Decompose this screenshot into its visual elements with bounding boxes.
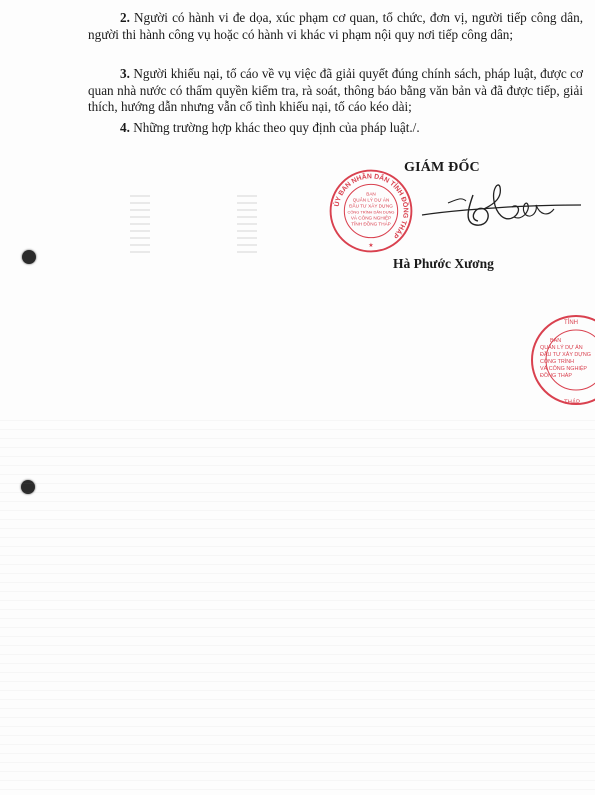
svg-text:BAN: BAN — [550, 338, 562, 344]
svg-text:VÀ CÔNG NGHIỆP: VÀ CÔNG NGHIỆP — [350, 215, 392, 221]
signer-name: Hà Phước Xương — [393, 256, 494, 271]
item-number: 3. — [120, 66, 130, 81]
list-item-3 — [88, 66, 583, 116]
svg-text:VÀ CÔNG NGHIỆP: VÀ CÔNG NGHIỆP — [540, 366, 588, 372]
item-text: Người khiếu nại, tố cáo về vụ việc đã giải quyết đúng chính sách, pháp luật, được cơ quan nhà nước có thẩm quyền kiểm tra, rà soát, thông báo bằng văn bản và đã được tiếp, giải thích, hướng dẫn nhưng vẫn cố tình khiếu nại, tố cáo kéo dài; — [88, 66, 583, 115]
handwritten-signature — [418, 175, 583, 245]
item-number: 4. — [120, 120, 130, 135]
svg-text:CÔNG TRÌNH: CÔNG TRÌNH — [540, 359, 575, 365]
svg-text:BAN: BAN — [366, 191, 376, 197]
punch-hole — [22, 250, 36, 264]
svg-text:ỦY BAN NHÂN DÂN TỈNH ĐỒNG THÁP: ỦY BAN NHÂN DÂN TỈNH ĐỒNG THÁP — [333, 173, 409, 240]
official-seal — [328, 168, 414, 254]
scan-artifact — [237, 195, 257, 255]
list-item-2 — [88, 10, 583, 43]
signature-title: GIÁM ĐỐC — [404, 160, 480, 175]
item-number: 2. — [120, 10, 130, 25]
svg-text:THÁP: THÁP — [564, 400, 581, 406]
svg-text:QUẢN LÝ DỰ ÁN: QUẢN LÝ DỰ ÁN — [540, 345, 583, 351]
side-seal — [528, 312, 591, 408]
svg-text:★: ★ — [368, 243, 374, 250]
item-text: Những trường hợp khác theo quy định của pháp luật./. — [129, 120, 420, 135]
svg-text:CÔNG TRÌNH DÂN DỤNG: CÔNG TRÌNH DÂN DỤNG — [347, 209, 395, 215]
svg-text:TỈNH ĐỒNG THÁP: TỈNH ĐỒNG THÁP — [351, 221, 391, 227]
svg-text:ĐẦU TƯ XÂY DỰNG: ĐẦU TƯ XÂY DỰNG — [349, 203, 393, 209]
svg-text:ĐẦU TƯ XÂY DỰNG: ĐẦU TƯ XÂY DỰNG — [540, 352, 591, 358]
svg-text:TỈNH: TỈNH — [564, 320, 578, 326]
item-text: Người có hành vi đe dọa, xúc phạm cơ quan, tổ chức, đơn vị, người tiếp công dân, người thi hành công vụ hoặc có hành vi khác vi phạm nội quy nơi tiếp công dân; — [88, 10, 583, 42]
svg-text:QUẢN LÝ DỰ ÁN: QUẢN LÝ DỰ ÁN — [352, 197, 390, 203]
svg-text:ĐỒNG THÁP: ĐỒNG THÁP — [540, 373, 572, 379]
list-item-4 — [88, 120, 583, 137]
scan-noise — [0, 420, 595, 795]
scan-artifact — [130, 195, 150, 255]
